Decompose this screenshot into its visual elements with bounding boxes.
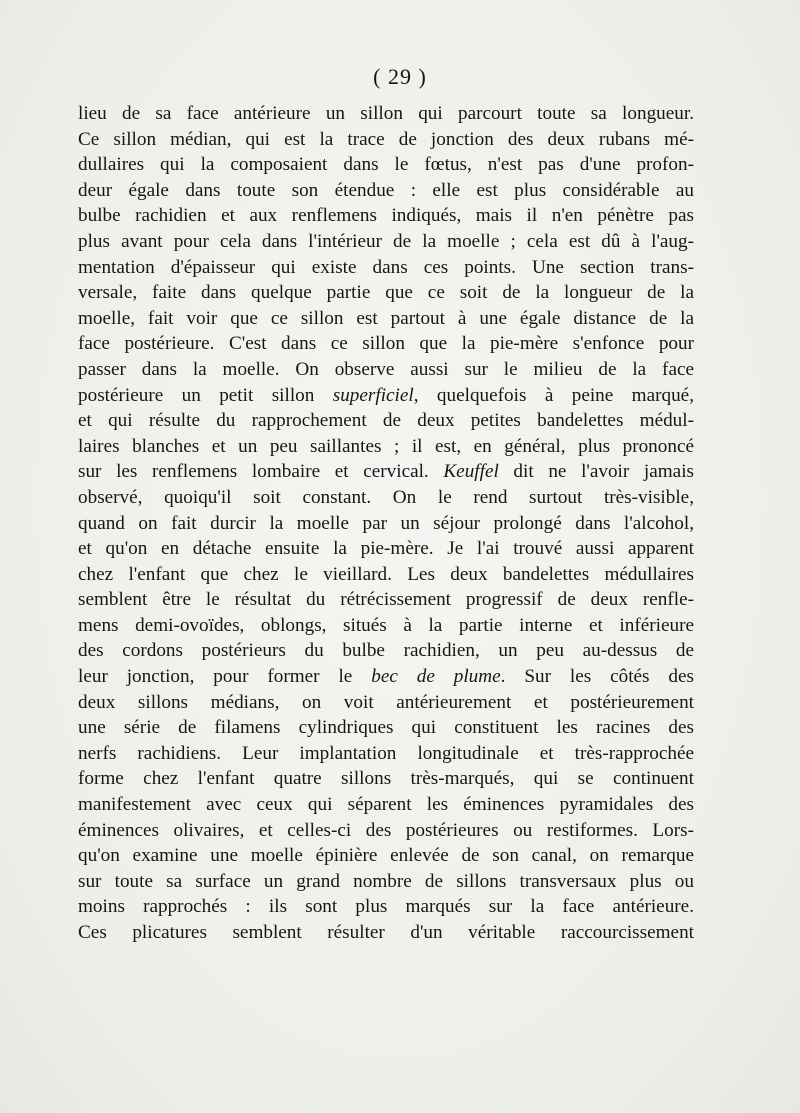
text-line: forme chez l'enfant quatre sillons très-marqués, qui se continuent xyxy=(78,768,694,790)
text-line: passer dans la moelle. On observe aussi sur le milieu de la face xyxy=(78,358,694,380)
text-line: qu'on examine une moelle épinière enlevée de son canal, on remarque xyxy=(78,845,694,867)
text-line: mentation d'épaisseur qui existe dans ces points. Une section trans- xyxy=(78,256,694,278)
text-line: face postérieure. C'est dans ce sillon que la pie-mère s'enfonce pour xyxy=(78,333,694,355)
text-line: manifestement avec ceux qui séparent les éminences pyramidales des xyxy=(78,794,694,816)
text-line: chez l'enfant que chez le vieillard. Les deux bandelettes médullaires xyxy=(78,563,694,585)
text-line: mens demi-ovoïdes, oblongs, situés à la partie interne et inférieure xyxy=(78,614,694,636)
text-line: deux sillons médians, on voit antérieurement et postérieurement xyxy=(78,691,694,713)
text-line: observé, quoiqu'il soit constant. On le rend surtout très-visible, xyxy=(78,486,694,508)
text-line: nerfs rachidiens. Leur implantation longitudinale et très-rapprochée xyxy=(78,742,694,764)
text-line: et qui résulte du rapprochement de deux petites bandelettes médul- xyxy=(78,410,694,432)
text-line: dullaires qui la composaient dans le fœtus, n'est pas d'une profon- xyxy=(78,154,694,176)
text-line: éminences olivaires, et celles-ci des postérieures ou restiformes. Lors- xyxy=(78,819,694,841)
text-line: laires blanches et un peu saillantes ; il est, en général, plus prononcé xyxy=(78,435,694,457)
text-line: semblent être le résultat du rétrécissement progressif de deux renfle- xyxy=(78,589,694,611)
text-line: quand on fait durcir la moelle par un séjour prolongé dans l'alcohol, xyxy=(78,512,694,534)
text-line: leur jonction, pour former le bec de plume. Sur les côtés des xyxy=(78,666,694,688)
body-text xyxy=(78,101,694,946)
text-line: des cordons postérieurs du bulbe rachidien, un peu au-dessus de xyxy=(78,640,694,662)
text-line: et qu'on en détache ensuite la pie-mère. Je l'ai trouvé aussi apparent xyxy=(78,538,694,560)
text-line: Ce sillon médian, qui est la trace de jonction des deux rubans mé- xyxy=(78,128,694,150)
text-line: sur toute sa surface un grand nombre de sillons transversaux plus ou xyxy=(78,870,694,892)
text-line: Ces plicatures semblent résulter d'un véritable raccourcissement xyxy=(78,922,694,943)
text-line: postérieure un petit sillon superficiel, quelquefois à peine marqué, xyxy=(78,384,694,406)
text-line: deur égale dans toute son étendue : elle est plus considérable au xyxy=(78,179,694,201)
text-line: moins rapprochés : ils sont plus marqués sur la face antérieure. xyxy=(78,896,694,918)
text-line: une série de filamens cylindriques qui constituent les racines des xyxy=(78,717,694,739)
page-number: ( 29 ) xyxy=(373,64,427,89)
text-line: sur les renflemens lombaire et cervical. Keuffel dit ne l'avoir jamais xyxy=(78,461,694,483)
text-line: bulbe rachidien et aux renflemens indiqués, mais il n'en pénètre pas xyxy=(78,205,694,227)
text-line: plus avant pour cela dans l'intérieur de la moelle ; cela est dû à l'aug- xyxy=(78,230,694,252)
text-line: moelle, fait voir que ce sillon est partout à une égale distance de la xyxy=(78,307,694,329)
text-line: versale, faite dans quelque partie que ce soit de la longueur de la xyxy=(78,282,694,304)
text-line: lieu de sa face antérieure un sillon qui parcourt toute sa longueur. xyxy=(78,103,694,124)
